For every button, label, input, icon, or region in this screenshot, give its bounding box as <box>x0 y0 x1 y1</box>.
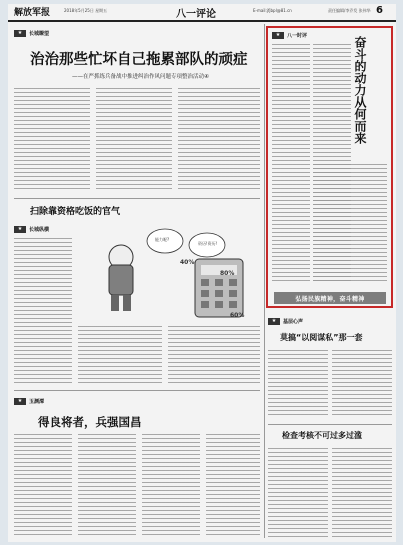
feature-banner: 弘扬民族精神，奋斗精神 <box>274 292 386 304</box>
bubble-left-text: 能力呢? <box>155 237 170 242</box>
column-tag-label: 玉渊潭 <box>29 398 45 405</box>
column-icon: ★ <box>14 30 26 37</box>
column-tag-label: 长城纵横 <box>29 226 50 233</box>
column-tag-feature <box>272 30 307 40</box>
main-body-col-2 <box>96 88 172 192</box>
feature-body-col-3 <box>313 164 387 284</box>
main-subheadline: ——在严抓练兵备战中推进纠治作风问题专项整治活动④ <box>72 74 209 80</box>
divider <box>14 390 260 391</box>
right-mid-headline[interactable]: 莫搞“以阅谋私”那一套 <box>280 333 363 342</box>
responsible-editor: 责任编辑/李乔发 张伟华 <box>328 8 371 13</box>
column-divider <box>264 24 265 538</box>
bubble-right-text: 资历!资历! <box>198 241 218 246</box>
official-body-col-3 <box>168 326 260 384</box>
main-body-col-1 <box>14 88 90 192</box>
official-body-col-1 <box>14 238 72 386</box>
bottom-body-col-4 <box>206 434 260 538</box>
percent-label: 80% <box>220 270 235 277</box>
page-number: 6 <box>376 5 383 16</box>
issue-date: 2018年5月25日 星期五 <box>64 8 108 13</box>
right-bottom-headline[interactable]: 检查考核不可过多过滥 <box>282 431 362 440</box>
column-icon: ★ <box>14 398 26 405</box>
bottom-body-col-3 <box>142 434 200 538</box>
column-tag-bottom-left <box>14 396 44 406</box>
bottom-left-headline[interactable]: 得良将者，兵强国昌 <box>38 415 142 429</box>
feature-headline[interactable]: 奋斗的动力从何而来 <box>353 36 367 144</box>
percent-label: 60% <box>230 312 245 319</box>
column-tag-small <box>14 224 49 234</box>
column-tag-right-mid <box>268 316 303 326</box>
divider <box>268 424 392 425</box>
percent-label: 40% <box>180 259 195 266</box>
column-tag-label: 基层心声 <box>283 318 304 325</box>
newspaper-page <box>8 4 396 542</box>
column-tag-label: 八一时评 <box>287 32 308 39</box>
editor-email: E-mail:jfjbpl@81.cn <box>253 8 292 13</box>
column-icon: ★ <box>14 226 26 233</box>
newspaper-logo: 解放军报 <box>14 8 51 18</box>
main-headline[interactable]: 治治那些忙坏自己拖累部队的顽症 <box>30 52 248 68</box>
right-bottom-body-col-2 <box>332 448 392 538</box>
right-mid-body-col-1 <box>268 350 328 418</box>
column-tag-main <box>14 28 49 38</box>
masthead <box>8 4 396 22</box>
divider <box>14 198 260 199</box>
official-body-col-2 <box>78 326 162 384</box>
official-headline[interactable]: 扫除靠资格吃饭的官气 <box>30 207 121 217</box>
main-body-col-3 <box>178 88 260 192</box>
bottom-body-col-2 <box>78 434 136 538</box>
column-icon: ★ <box>272 32 284 39</box>
feature-body-col-1 <box>272 44 310 284</box>
right-mid-body-col-2 <box>332 350 392 418</box>
right-bottom-body-col-1 <box>268 448 328 538</box>
column-tag-label: 长城瞭望 <box>29 30 50 37</box>
section-title: 八一评论 <box>176 9 216 20</box>
bottom-body-col-1 <box>14 434 72 538</box>
column-icon: ★ <box>268 318 280 325</box>
